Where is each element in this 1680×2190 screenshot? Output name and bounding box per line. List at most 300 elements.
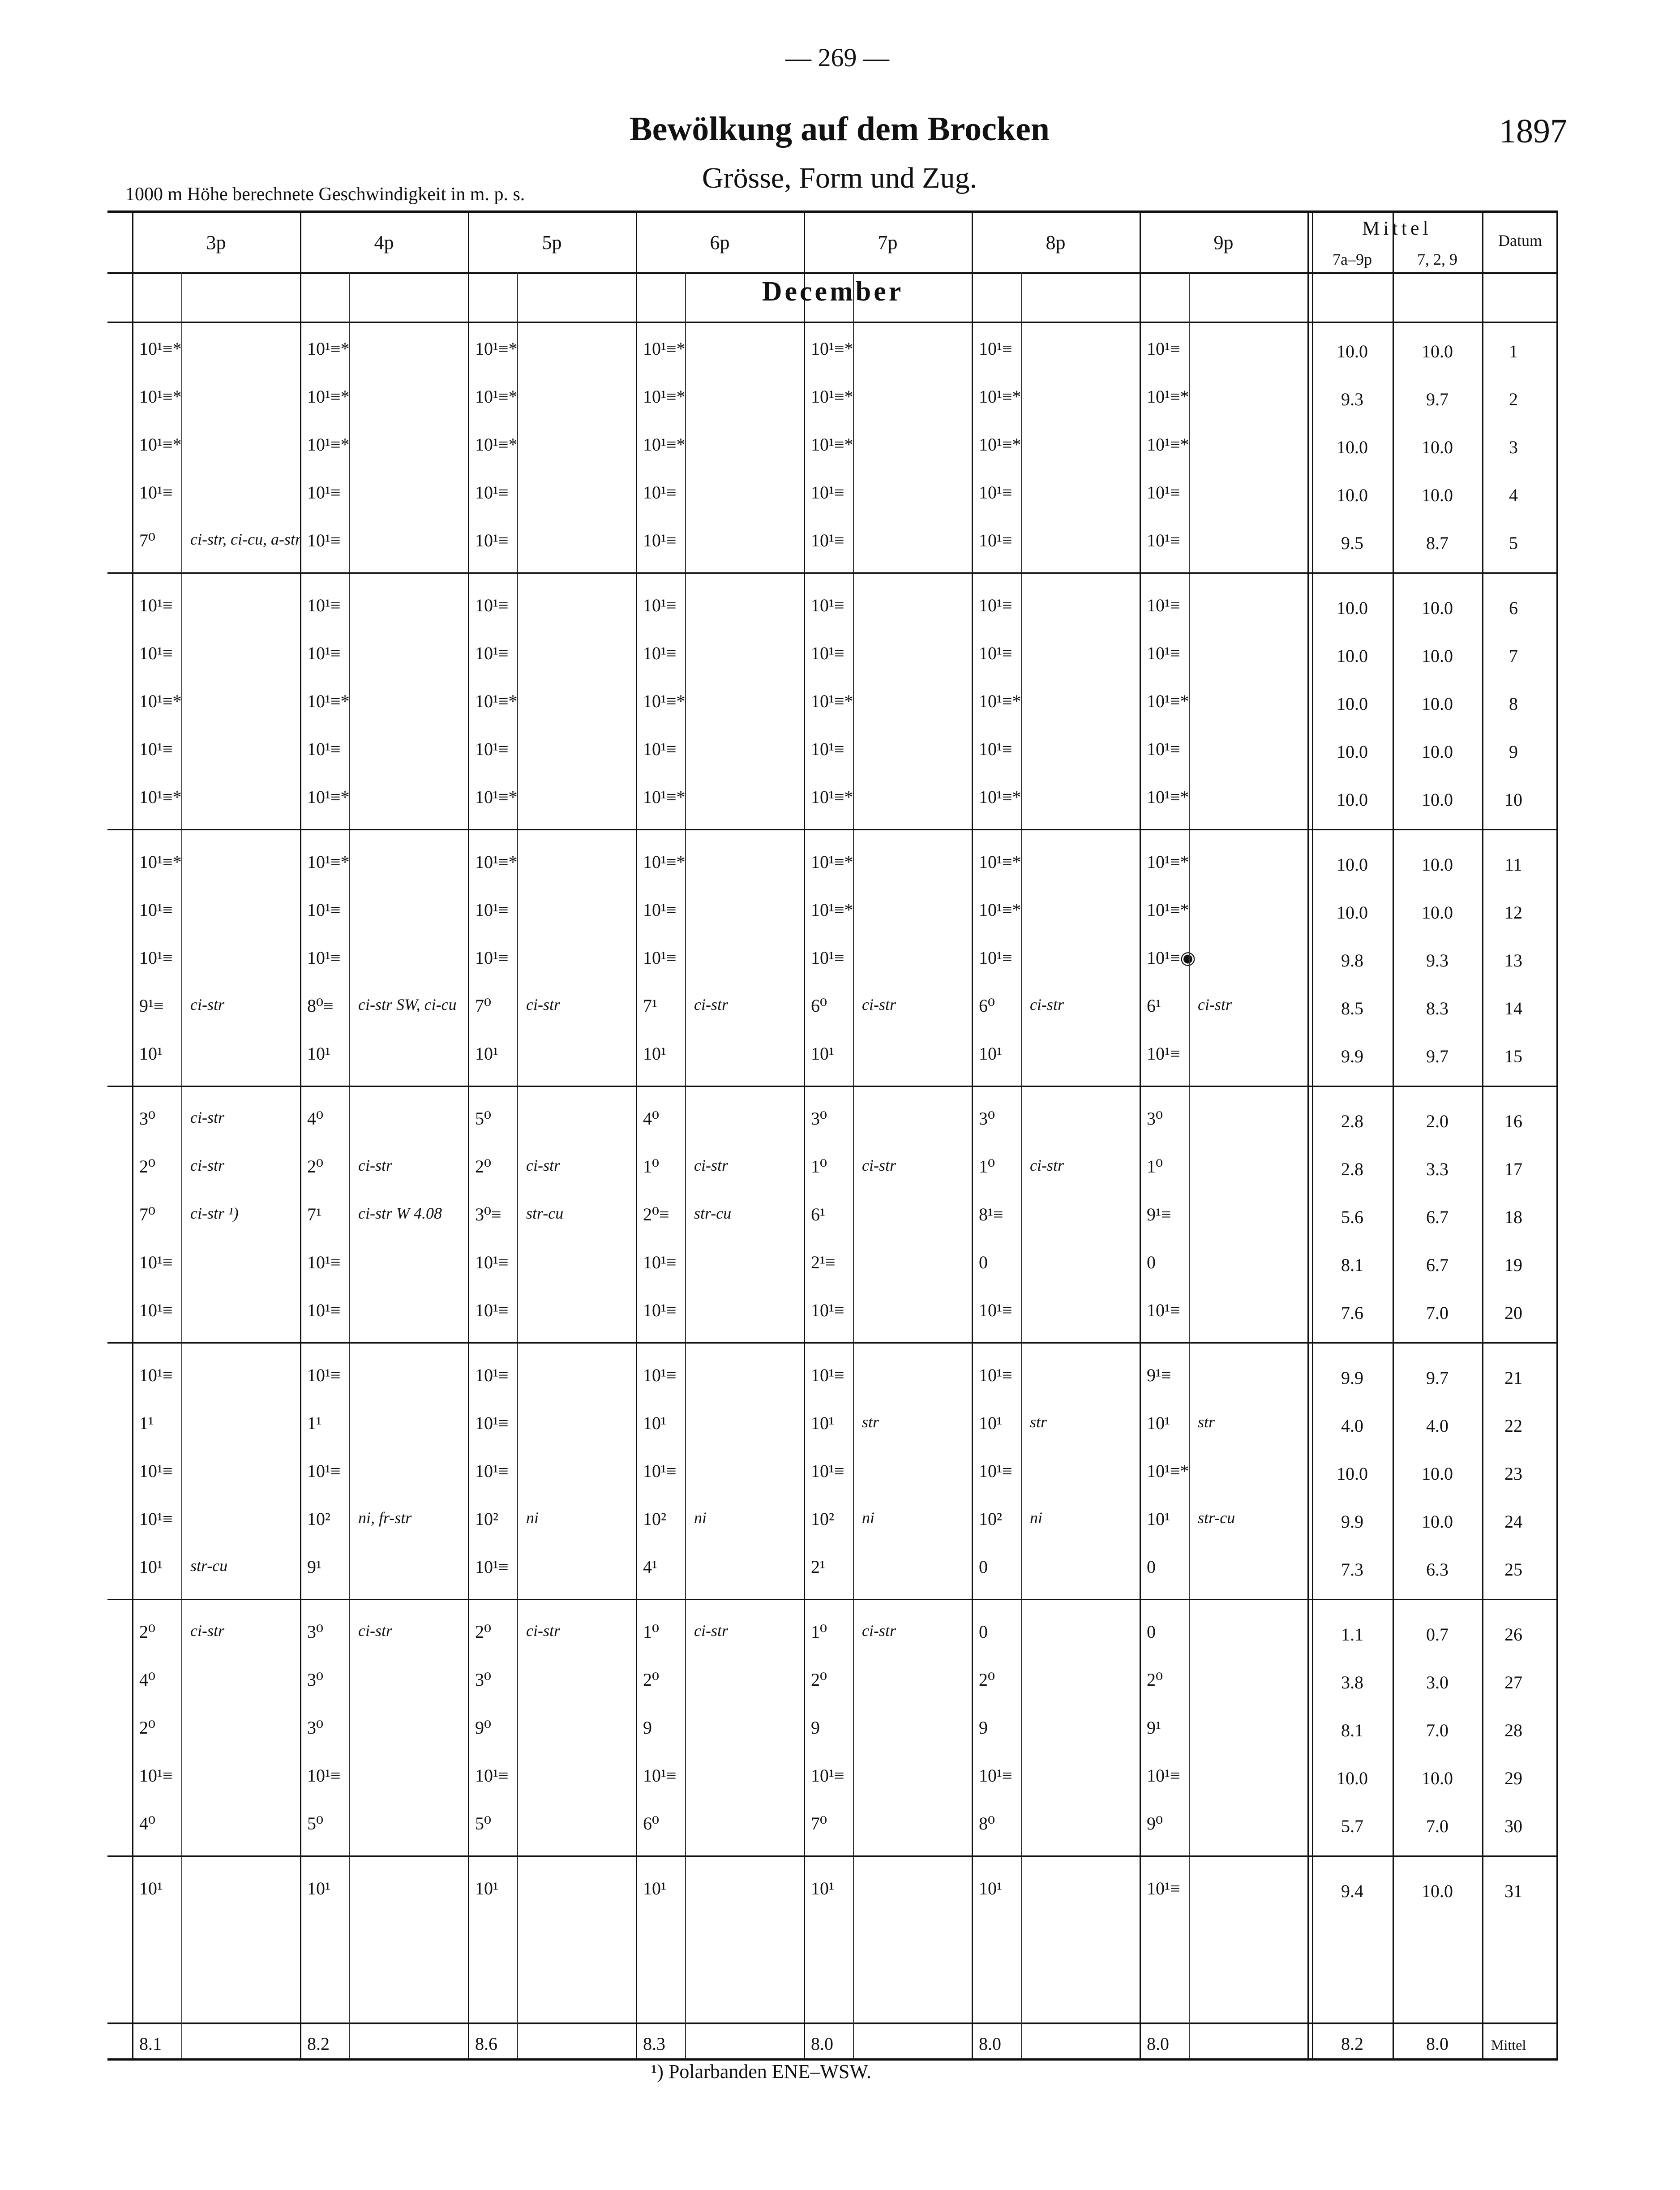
date-number: 24 xyxy=(1504,1512,1522,1532)
mean-729: 6.7 xyxy=(1426,1207,1449,1227)
cloud-amount: 10¹≡* xyxy=(307,434,350,455)
column-divider xyxy=(1393,213,1394,2058)
mean-729: 10.0 xyxy=(1422,341,1453,361)
cloud-amount: 10¹≡ xyxy=(475,1365,509,1385)
mean-729: 6.3 xyxy=(1426,1559,1449,1580)
cloud-amount: 9⁰ xyxy=(475,1718,492,1738)
cloud-form: ci-str xyxy=(358,1156,392,1174)
cloud-amount: 10¹≡* xyxy=(1147,386,1189,407)
table-row xyxy=(107,1402,1558,1450)
cloud-amount: 6¹ xyxy=(811,1204,825,1224)
cloud-amount: 5⁰ xyxy=(307,1813,324,1834)
cloud-amount: 10¹≡* xyxy=(979,787,1021,807)
mean-7a-9p: 10.0 xyxy=(1337,855,1368,875)
cloud-amount: 10¹≡ xyxy=(979,948,1012,968)
cloud-amount: 10¹ xyxy=(1147,1413,1170,1433)
mean-7a-9p: 10.0 xyxy=(1337,437,1368,457)
cloud-amount: 10¹≡* xyxy=(139,787,182,807)
column-divider xyxy=(1140,213,1141,2058)
date-number: 9 xyxy=(1509,742,1518,762)
cloud-amount: 9¹≡ xyxy=(139,996,164,1016)
table-header xyxy=(107,213,1558,274)
cloud-amount: 10¹≡ xyxy=(307,595,341,615)
mittel-mean-729: 8.0 xyxy=(1426,2034,1449,2054)
cloud-amount: 10¹≡ xyxy=(139,900,173,920)
cloud-amount: 10¹≡ xyxy=(811,1461,844,1481)
cloud-form: ci-str xyxy=(862,996,896,1013)
cloud-amount: 10¹ xyxy=(979,1043,1002,1064)
mittel-value: 8.0 xyxy=(979,2034,1001,2054)
cloud-amount: 10¹≡* xyxy=(1147,787,1189,807)
mean-729: 10.0 xyxy=(1422,1512,1453,1532)
cloud-amount: 10¹≡* xyxy=(475,787,518,807)
table-row xyxy=(107,1241,1558,1289)
cloud-amount: 10² xyxy=(307,1509,330,1529)
amount-divider xyxy=(517,272,518,2058)
date-number: 26 xyxy=(1504,1624,1522,1645)
cloud-amount: 6⁰ xyxy=(643,1813,660,1834)
header-time-5p xyxy=(468,218,636,268)
cloud-amount: 4⁰ xyxy=(643,1108,660,1129)
cloud-amount: 10¹≡ xyxy=(139,948,173,968)
cloud-amount: 9¹ xyxy=(1147,1718,1161,1738)
cloud-amount: 10¹≡* xyxy=(307,339,350,359)
table-row xyxy=(107,1193,1558,1241)
cloud-amount: 10¹≡* xyxy=(811,691,853,711)
cloud-table xyxy=(107,210,1558,2061)
cloud-amount: 10¹ xyxy=(307,1043,330,1064)
cloud-amount: 3⁰ xyxy=(139,1108,156,1129)
cloud-amount: 10¹≡ xyxy=(1147,339,1180,359)
cloud-amount: 10¹ xyxy=(139,1557,163,1577)
table-row xyxy=(107,1289,1558,1337)
mean-7a-9p: 9.9 xyxy=(1341,1512,1363,1532)
cloud-amount: 10¹≡ xyxy=(643,1365,677,1385)
cloud-amount: 4⁰ xyxy=(139,1813,156,1834)
page-title: Bewölkung auf dem Brocken xyxy=(629,110,1050,148)
cloud-amount: 10¹≡* xyxy=(475,434,518,455)
mean-7a-9p: 2.8 xyxy=(1341,1111,1363,1131)
cloud-form: ci-str xyxy=(190,1108,224,1126)
cloud-amount: 1⁰ xyxy=(1147,1156,1163,1177)
mean-729: 7.0 xyxy=(1426,1816,1449,1836)
table-row xyxy=(107,984,1558,1032)
cloud-amount: 10¹≡ xyxy=(307,1300,341,1320)
cloud-amount: 10¹≡ xyxy=(811,1300,844,1320)
cloud-amount: 10¹≡* xyxy=(139,852,182,872)
cloud-amount: 10¹≡ xyxy=(475,643,509,663)
mean-7a-9p: 10.0 xyxy=(1337,1768,1368,1788)
mean-7a-9p: 10.0 xyxy=(1337,341,1368,361)
cloud-amount: 10¹≡* xyxy=(307,852,350,872)
amount-divider xyxy=(349,272,350,2058)
cloud-amount: 7⁰ xyxy=(475,996,492,1016)
cloud-amount: 10¹≡* xyxy=(979,434,1021,455)
cloud-form: ci-str xyxy=(694,996,728,1013)
mean-7a-9p: 4.0 xyxy=(1341,1416,1363,1436)
mean-729: 10.0 xyxy=(1422,485,1453,505)
cloud-amount: 7⁰ xyxy=(139,1204,156,1224)
mean-729: 10.0 xyxy=(1422,437,1453,457)
cloud-amount: 2⁰ xyxy=(475,1156,492,1177)
mittel-value: 8.0 xyxy=(811,2034,833,2054)
table-row xyxy=(107,1032,1558,1080)
mean-7a-9p: 2.8 xyxy=(1341,1159,1363,1179)
cloud-amount: 10¹ xyxy=(643,1878,666,1898)
cloud-amount: 10¹ xyxy=(139,1878,163,1898)
header-mittel-sub: 7, 2, 9 xyxy=(1417,250,1457,268)
cloud-amount: 10¹≡* xyxy=(811,852,853,872)
cloud-amount: 7⁰ xyxy=(811,1813,827,1834)
cloud-amount: 3⁰ xyxy=(1147,1108,1163,1129)
table-row xyxy=(107,1546,1558,1593)
cloud-amount: 10¹ xyxy=(811,1043,834,1064)
cloud-form: ci-str W 4.08 xyxy=(358,1204,442,1222)
mean-729: 9.7 xyxy=(1426,1046,1449,1066)
table-row xyxy=(107,1354,1558,1402)
table-row xyxy=(107,1610,1558,1658)
mean-7a-9p: 10.0 xyxy=(1337,694,1368,714)
cloud-amount: 3⁰ xyxy=(307,1670,324,1690)
cloud-amount: 10¹≡ xyxy=(811,948,844,968)
cloud-amount: 10¹≡ xyxy=(643,1765,677,1786)
date-number: 4 xyxy=(1509,485,1518,505)
cloud-amount: 10¹≡ xyxy=(307,1461,341,1481)
cloud-amount: 10¹≡ xyxy=(139,1252,173,1272)
mean-7a-9p: 8.5 xyxy=(1341,998,1363,1018)
cloud-amount: 10¹≡* xyxy=(139,691,182,711)
cloud-amount: 10¹≡ xyxy=(307,1765,341,1786)
table-row xyxy=(107,1802,1558,1850)
cloud-amount: 10¹≡* xyxy=(1147,434,1189,455)
cloud-amount: 8⁰ xyxy=(979,1813,995,1834)
cloud-amount: 10¹≡ xyxy=(139,1365,173,1385)
cloud-amount: 10¹≡ xyxy=(475,595,509,615)
header-time-3p xyxy=(132,218,300,268)
cloud-amount: 10¹≡* xyxy=(643,386,686,407)
mean-729: 9.7 xyxy=(1426,389,1449,409)
mean-7a-9p: 10.0 xyxy=(1337,902,1368,923)
date-number: 16 xyxy=(1504,1111,1522,1131)
mean-729: 10.0 xyxy=(1422,902,1453,923)
cloud-amount: 10¹ xyxy=(139,1043,163,1064)
date-number: 7 xyxy=(1509,646,1518,666)
amount-divider xyxy=(1021,272,1022,2058)
mean-7a-9p: 9.3 xyxy=(1341,389,1363,409)
header-time-label: 3p xyxy=(206,232,226,253)
cloud-amount: 9¹≡ xyxy=(1147,1204,1171,1224)
cloud-amount: 10¹≡ xyxy=(979,1300,1012,1320)
date-number: 19 xyxy=(1504,1255,1522,1275)
header-time-8p xyxy=(972,218,1140,268)
mean-7a-9p: 9.9 xyxy=(1341,1368,1363,1388)
date-number: 2 xyxy=(1509,389,1518,409)
cloud-form: ci-str xyxy=(190,1156,224,1174)
cloud-amount: 10¹ xyxy=(643,1043,666,1064)
mean-729: 3.0 xyxy=(1426,1672,1449,1692)
mittel-value: 8.0 xyxy=(1147,2034,1169,2054)
cloud-amount: 10¹≡ xyxy=(307,482,341,502)
cloud-amount: 3⁰ xyxy=(307,1718,324,1738)
cloud-amount: 10¹≡ xyxy=(811,530,844,550)
table-row xyxy=(107,471,1558,519)
mean-7a-9p: 10.0 xyxy=(1337,1464,1368,1484)
table-row xyxy=(107,776,1558,824)
cloud-amount: 2¹ xyxy=(811,1557,825,1577)
table-row xyxy=(107,1097,1558,1145)
date-number: 21 xyxy=(1504,1368,1522,1388)
cloud-amount: 4⁰ xyxy=(139,1670,156,1690)
table-row xyxy=(107,1706,1558,1754)
cloud-amount: 10¹≡ xyxy=(811,595,844,615)
mittel-mean-7a-9p: 8.2 xyxy=(1341,2034,1363,2054)
cloud-amount: 10¹≡* xyxy=(475,852,518,872)
date-number: 29 xyxy=(1504,1768,1522,1788)
cloud-amount: 10¹≡* xyxy=(1147,852,1189,872)
mean-7a-9p: 3.8 xyxy=(1341,1672,1363,1692)
cloud-amount: 10¹≡* xyxy=(811,434,853,455)
cloud-form: str-cu xyxy=(694,1204,732,1222)
cloud-amount: 10¹≡ xyxy=(979,339,1012,359)
cloud-amount: 10¹≡* xyxy=(139,434,182,455)
cloud-amount: 10¹≡* xyxy=(643,434,686,455)
date-number: 23 xyxy=(1504,1464,1522,1484)
cloud-amount: 5⁰ xyxy=(475,1108,492,1129)
cloud-amount: 2¹≡ xyxy=(811,1252,836,1272)
mean-729: 0.7 xyxy=(1426,1624,1449,1645)
mean-729: 9.3 xyxy=(1426,950,1449,970)
mean-729: 6.7 xyxy=(1426,1255,1449,1275)
cloud-amount: 2⁰ xyxy=(139,1622,156,1642)
cloud-amount: 0 xyxy=(1147,1622,1156,1642)
cloud-amount: 10¹≡ xyxy=(475,739,509,759)
cloud-amount: 10¹≡* xyxy=(979,386,1021,407)
cloud-amount: 10¹≡ xyxy=(979,482,1012,502)
cloud-amount: 10¹≡* xyxy=(307,386,350,407)
date-number: 31 xyxy=(1504,1881,1522,1901)
cloud-amount: 9 xyxy=(811,1718,820,1738)
cloud-amount: 10¹≡ xyxy=(307,530,341,550)
cloud-amount: 9 xyxy=(643,1718,652,1738)
header-time-label: 8p xyxy=(1046,232,1066,253)
mean-729: 7.0 xyxy=(1426,1720,1449,1740)
amount-divider xyxy=(1189,272,1190,2058)
cloud-amount: 1⁰ xyxy=(811,1622,827,1642)
header-time-label: 7p xyxy=(878,232,898,253)
column-divider xyxy=(468,213,469,2058)
amount-divider xyxy=(181,272,182,2058)
cloud-amount: 3⁰ xyxy=(811,1108,827,1129)
date-number: 25 xyxy=(1504,1559,1522,1580)
date-number: 1 xyxy=(1509,341,1518,361)
cloud-amount: 8¹≡ xyxy=(979,1204,1003,1224)
cloud-form: str-cu xyxy=(190,1557,228,1575)
month-heading: December xyxy=(762,276,904,307)
cloud-amount: 10¹≡* xyxy=(811,339,853,359)
cloud-amount: 0 xyxy=(979,1252,988,1272)
date-number: 15 xyxy=(1504,1046,1522,1066)
cloud-amount: 5⁰ xyxy=(475,1813,492,1834)
header-mittel: Mittel xyxy=(1362,217,1432,239)
mean-729: 10.0 xyxy=(1422,1768,1453,1788)
header-time-6p xyxy=(636,218,804,268)
group-divider xyxy=(107,1599,1558,1600)
cloud-form: ci-str ¹) xyxy=(190,1204,239,1222)
cloud-amount: 10¹≡ xyxy=(475,900,509,920)
date-number: 12 xyxy=(1504,902,1522,923)
cloud-amount: 10¹≡ xyxy=(1147,643,1180,663)
mean-729: 10.0 xyxy=(1422,855,1453,875)
cloud-form: ci-str xyxy=(190,996,224,1013)
cloud-amount: 10¹ xyxy=(475,1878,498,1898)
header-time-label: 5p xyxy=(542,232,562,253)
cloud-amount: 10¹≡ xyxy=(139,739,173,759)
mittel-value: 8.3 xyxy=(643,2034,665,2054)
table-row xyxy=(107,936,1558,984)
mean-729: 8.7 xyxy=(1426,533,1449,553)
cloud-amount: 10¹≡ xyxy=(1147,482,1180,502)
cloud-amount: 9⁰ xyxy=(1147,1813,1163,1834)
mean-7a-9p: 10.0 xyxy=(1337,742,1368,762)
date-number: 28 xyxy=(1504,1720,1522,1740)
cloud-form: ci-str xyxy=(526,1156,560,1174)
mean-729: 8.3 xyxy=(1426,998,1449,1018)
mean-7a-9p: 10.0 xyxy=(1337,598,1368,618)
cloud-amount: 6⁰ xyxy=(811,996,827,1016)
cloud-form: str-cu xyxy=(1198,1509,1235,1527)
cloud-form: ci-str xyxy=(190,1622,224,1640)
mean-7a-9p: 10.0 xyxy=(1337,485,1368,505)
mean-7a-9p: 1.1 xyxy=(1341,1624,1363,1645)
cloud-amount: 6⁰ xyxy=(979,996,995,1016)
mittel-value: 8.1 xyxy=(139,2034,162,2054)
header-datum-label: Datum xyxy=(1498,232,1542,249)
date-number: 14 xyxy=(1504,998,1522,1018)
cloud-form: ci-str xyxy=(1030,1156,1064,1174)
cloud-form: ci-str, ci-cu, a-str xyxy=(190,530,301,548)
cloud-amount: 10¹≡ xyxy=(643,1252,677,1272)
cloud-amount: 10¹≡ xyxy=(979,739,1012,759)
header-time-label: 4p xyxy=(374,232,394,253)
cloud-amount: 10¹ xyxy=(979,1413,1002,1433)
column-divider xyxy=(1312,213,1313,2058)
cloud-amount: 10² xyxy=(475,1509,498,1529)
mittel-row xyxy=(107,2023,1558,2060)
cloud-amount: 10¹≡ xyxy=(1147,1043,1180,1064)
cloud-amount: 10¹≡ xyxy=(811,643,844,663)
cloud-amount: 10² xyxy=(643,1509,666,1529)
cloud-amount: 3⁰ xyxy=(307,1622,324,1642)
mean-729: 10.0 xyxy=(1422,742,1453,762)
cloud-amount: 10¹≡ xyxy=(139,1461,173,1481)
table-row xyxy=(107,728,1558,776)
cloud-amount: 10² xyxy=(979,1509,1002,1529)
cloud-amount: 10¹≡* xyxy=(811,787,853,807)
cloud-form: ci-str SW, ci-cu xyxy=(358,996,457,1013)
cloud-amount: 10¹≡ xyxy=(1147,739,1180,759)
cloud-form: str xyxy=(1030,1413,1047,1431)
table-row xyxy=(107,1754,1558,1802)
cloud-amount: 10¹≡ xyxy=(139,1300,173,1320)
date-number: 13 xyxy=(1504,950,1522,970)
cloud-amount: 10¹≡* xyxy=(1147,691,1189,711)
mean-7a-9p: 5.7 xyxy=(1341,1816,1363,1836)
cloud-amount: 4⁰ xyxy=(307,1108,324,1129)
group-divider xyxy=(107,572,1558,574)
cloud-amount: 10¹≡* xyxy=(979,900,1021,920)
date-number: 30 xyxy=(1504,1816,1522,1836)
footnote: ¹) Polarbanden ENE–WSW. xyxy=(651,2061,871,2083)
table-row xyxy=(107,1658,1558,1706)
cloud-amount: 1⁰ xyxy=(643,1156,660,1177)
cloud-form: ci-str xyxy=(694,1156,728,1174)
cloud-amount: 8⁰≡ xyxy=(307,996,334,1016)
cloud-amount: 10¹≡ xyxy=(307,1252,341,1272)
cloud-amount: 2⁰ xyxy=(475,1622,492,1642)
year: 1897 xyxy=(1499,112,1567,150)
date-number: 18 xyxy=(1504,1207,1522,1227)
date-number: 20 xyxy=(1504,1303,1522,1323)
cloud-amount: 10¹≡* xyxy=(307,787,350,807)
cloud-amount: 10¹≡ xyxy=(1147,1878,1180,1898)
cloud-amount: 10¹ xyxy=(643,1413,666,1433)
cloud-amount: 7¹ xyxy=(307,1204,321,1224)
column-divider xyxy=(1482,213,1483,2058)
header-time-9p xyxy=(1140,218,1307,268)
column-divider xyxy=(804,213,805,2058)
cloud-form: ni, fr-str xyxy=(358,1509,412,1527)
cloud-amount: 2⁰ xyxy=(139,1156,156,1177)
cloud-amount: 10¹≡ xyxy=(643,482,677,502)
cloud-amount: 10¹≡ xyxy=(979,1461,1012,1481)
cloud-amount: 10¹≡ xyxy=(643,900,677,920)
cloud-form: ci-str xyxy=(526,1622,560,1640)
cloud-amount: 10¹≡ xyxy=(979,595,1012,615)
cloud-amount: 10¹≡ xyxy=(979,643,1012,663)
mean-7a-9p: 7.6 xyxy=(1341,1303,1363,1323)
table-row xyxy=(107,375,1558,423)
cloud-amount: 10¹≡ xyxy=(139,1765,173,1786)
cloud-amount: 10¹≡* xyxy=(475,386,518,407)
mean-7a-9p: 9.5 xyxy=(1341,533,1363,553)
mean-7a-9p: 9.8 xyxy=(1341,950,1363,970)
column-divider xyxy=(636,213,637,2058)
cloud-amount: 0 xyxy=(979,1557,988,1577)
cloud-amount: 10¹ xyxy=(1147,1509,1170,1529)
group-divider xyxy=(107,829,1558,830)
cloud-amount: 10¹ xyxy=(811,1878,834,1898)
mean-729: 10.0 xyxy=(1422,1881,1453,1901)
mean-7a-9p: 7.3 xyxy=(1341,1559,1363,1580)
cloud-amount: 3⁰ xyxy=(475,1670,492,1690)
cloud-amount: 10¹≡* xyxy=(643,691,686,711)
cloud-form: str xyxy=(1198,1413,1215,1431)
cloud-amount: 0 xyxy=(1147,1252,1156,1272)
left-note: 1000 m Höhe berechnete Geschwindigkeit in m. p. s. xyxy=(125,184,525,205)
cloud-amount: 2⁰≡ xyxy=(643,1204,669,1224)
date-number: 17 xyxy=(1504,1159,1522,1179)
mittel-value: 8.2 xyxy=(307,2034,330,2054)
mean-729: 7.0 xyxy=(1426,1303,1449,1323)
mean-729: 3.3 xyxy=(1426,1159,1449,1179)
cloud-form: str-cu xyxy=(526,1204,564,1222)
cloud-amount: 10¹≡* xyxy=(643,787,686,807)
mean-729: 10.0 xyxy=(1422,790,1453,810)
table-row xyxy=(107,1450,1558,1498)
cloud-form: ni xyxy=(694,1509,707,1527)
mean-7a-9p: 8.1 xyxy=(1341,1255,1363,1275)
cloud-amount: 0 xyxy=(1147,1557,1156,1577)
